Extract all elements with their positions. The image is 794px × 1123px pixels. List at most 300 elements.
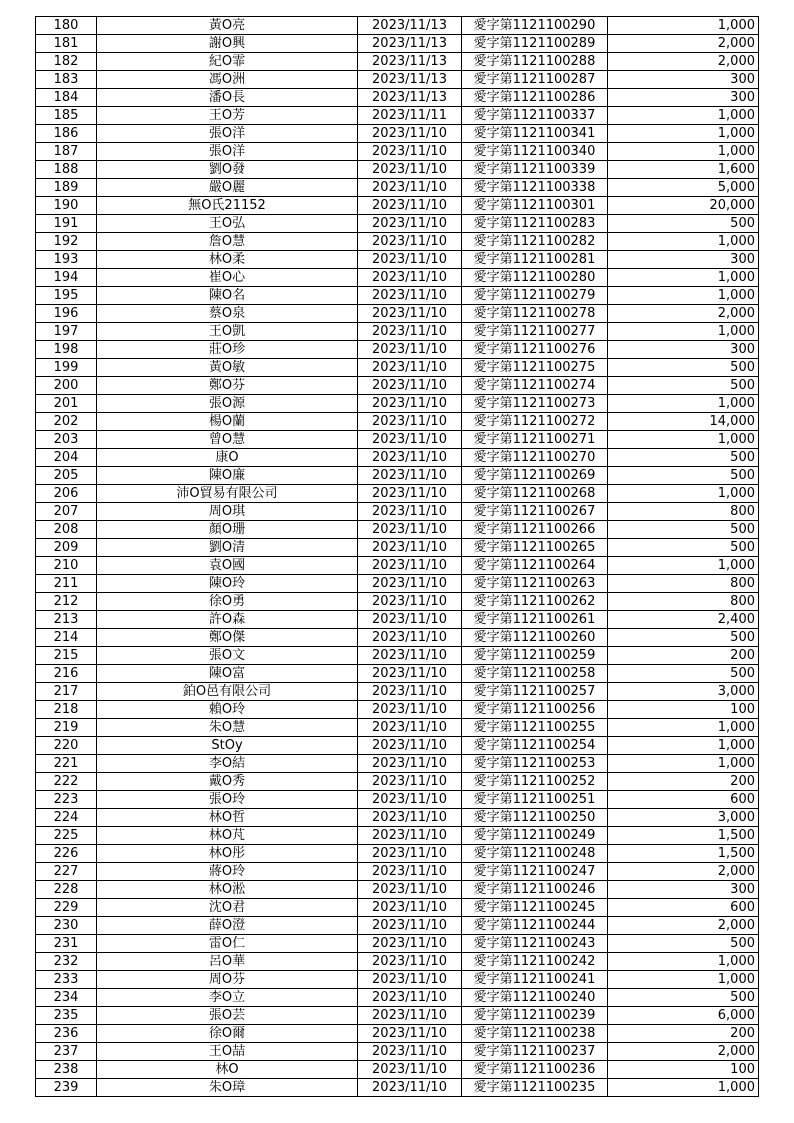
row-number: 217: [36, 683, 97, 701]
receipt-number: 愛字第1121100256: [462, 701, 608, 719]
donation-amount: 1,000: [608, 971, 759, 989]
row-number: 194: [36, 269, 97, 287]
row-number: 220: [36, 737, 97, 755]
donation-date: 2023/11/13: [358, 17, 462, 35]
donor-name: 謝O興: [97, 35, 358, 53]
donor-name: 張O文: [97, 647, 358, 665]
donation-amount: 200: [608, 773, 759, 791]
donor-name: 徐O勇: [97, 593, 358, 611]
donation-date: 2023/11/10: [358, 449, 462, 467]
table-row: [36, 737, 759, 755]
table-row: [36, 449, 759, 467]
donor-name: 張O洋: [97, 143, 358, 161]
donation-amount: 2,000: [608, 53, 759, 71]
row-number: 221: [36, 755, 97, 773]
donation-date: 2023/11/10: [358, 1079, 462, 1097]
table-row: [36, 1061, 759, 1079]
receipt-number: 愛字第1121100260: [462, 629, 608, 647]
receipt-number: 愛字第1121100278: [462, 305, 608, 323]
donor-name: 王O弘: [97, 215, 358, 233]
receipt-number: 愛字第1121100235: [462, 1079, 608, 1097]
table-row: [36, 935, 759, 953]
donor-name: 嚴O麗: [97, 179, 358, 197]
donation-amount: 1,000: [608, 737, 759, 755]
donor-name: 蔡O泉: [97, 305, 358, 323]
row-number: 181: [36, 35, 97, 53]
receipt-number: 愛字第1121100271: [462, 431, 608, 449]
table-row: [36, 557, 759, 575]
donation-amount: 5,000: [608, 179, 759, 197]
donation-amount: 500: [608, 449, 759, 467]
receipt-number: 愛字第1121100286: [462, 89, 608, 107]
table-row: [36, 791, 759, 809]
row-number: 233: [36, 971, 97, 989]
receipt-number: 愛字第1121100255: [462, 719, 608, 737]
receipt-number: 愛字第1121100241: [462, 971, 608, 989]
row-number: 225: [36, 827, 97, 845]
receipt-number: 愛字第1121100281: [462, 251, 608, 269]
donation-date: 2023/11/10: [358, 539, 462, 557]
table-row: [36, 953, 759, 971]
donation-amount: 300: [608, 251, 759, 269]
donation-date: 2023/11/10: [358, 953, 462, 971]
row-number: 236: [36, 1025, 97, 1043]
donation-date: 2023/11/10: [358, 215, 462, 233]
receipt-number: 愛字第1121100266: [462, 521, 608, 539]
donor-name: 林O: [97, 1061, 358, 1079]
receipt-number: 愛字第1121100246: [462, 881, 608, 899]
receipt-number: 愛字第1121100275: [462, 359, 608, 377]
receipt-number: 愛字第1121100290: [462, 17, 608, 35]
receipt-number: 愛字第1121100265: [462, 539, 608, 557]
donor-name: 楊O蘭: [97, 413, 358, 431]
donation-date: 2023/11/10: [358, 557, 462, 575]
row-number: 197: [36, 323, 97, 341]
table-row: [36, 215, 759, 233]
donation-amount: 100: [608, 701, 759, 719]
donation-date: 2023/11/10: [358, 773, 462, 791]
donor-name: 林O彤: [97, 845, 358, 863]
donation-date: 2023/11/10: [358, 737, 462, 755]
table-row: [36, 413, 759, 431]
donation-date: 2023/11/10: [358, 269, 462, 287]
row-number: 232: [36, 953, 97, 971]
donation-date: 2023/11/10: [358, 125, 462, 143]
donor-name: 王O芳: [97, 107, 358, 125]
donation-amount: 800: [608, 575, 759, 593]
donation-date: 2023/11/10: [358, 611, 462, 629]
table-row: [36, 287, 759, 305]
table-row: [36, 593, 759, 611]
table-row: [36, 539, 759, 557]
receipt-number: 愛字第1121100263: [462, 575, 608, 593]
donation-date: 2023/11/13: [358, 35, 462, 53]
table-row: [36, 467, 759, 485]
row-number: 182: [36, 53, 97, 71]
donation-amount: 1,000: [608, 17, 759, 35]
receipt-number: 愛字第1121100264: [462, 557, 608, 575]
table-row: [36, 575, 759, 593]
receipt-number: 愛字第1121100252: [462, 773, 608, 791]
receipt-number: 愛字第1121100277: [462, 323, 608, 341]
table-row: [36, 971, 759, 989]
row-number: 204: [36, 449, 97, 467]
table-row: [36, 647, 759, 665]
receipt-number: 愛字第1121100269: [462, 467, 608, 485]
receipt-number: 愛字第1121100280: [462, 269, 608, 287]
donor-name: 朱O慧: [97, 719, 358, 737]
donor-name: 張O源: [97, 395, 358, 413]
donor-name: StOy: [97, 737, 358, 755]
row-number: 201: [36, 395, 97, 413]
table-row: [36, 251, 759, 269]
donation-date: 2023/11/10: [358, 701, 462, 719]
row-number: 200: [36, 377, 97, 395]
row-number: 202: [36, 413, 97, 431]
donation-amount: 1,000: [608, 719, 759, 737]
table-row: [36, 179, 759, 197]
donor-name: 戴O秀: [97, 773, 358, 791]
donation-date: 2023/11/13: [358, 89, 462, 107]
donor-name: 沛O貿易有限公司: [97, 485, 358, 503]
row-number: 190: [36, 197, 97, 215]
donation-date: 2023/11/10: [358, 233, 462, 251]
table-row: [36, 53, 759, 71]
donation-amount: 1,000: [608, 287, 759, 305]
table-row: [36, 917, 759, 935]
receipt-number: 愛字第1121100253: [462, 755, 608, 773]
table-row: [36, 35, 759, 53]
donation-date: 2023/11/10: [358, 377, 462, 395]
donation-date: 2023/11/10: [358, 359, 462, 377]
donor-name: 顏O珊: [97, 521, 358, 539]
donation-amount: 2,000: [608, 1043, 759, 1061]
table-row: [36, 899, 759, 917]
receipt-number: 愛字第1121100257: [462, 683, 608, 701]
donation-amount: 500: [608, 521, 759, 539]
donation-date: 2023/11/10: [358, 179, 462, 197]
donation-date: 2023/11/10: [358, 647, 462, 665]
donation-date: 2023/11/10: [358, 755, 462, 773]
table-row: [36, 521, 759, 539]
table-row: [36, 359, 759, 377]
row-number: 206: [36, 485, 97, 503]
donation-amount: 1,000: [608, 431, 759, 449]
row-number: 208: [36, 521, 97, 539]
donation-amount: 800: [608, 503, 759, 521]
donation-date: 2023/11/10: [358, 809, 462, 827]
row-number: 183: [36, 71, 97, 89]
row-number: 203: [36, 431, 97, 449]
donation-date: 2023/11/10: [358, 287, 462, 305]
row-number: 211: [36, 575, 97, 593]
row-number: 210: [36, 557, 97, 575]
donor-name: 張O玲: [97, 791, 358, 809]
donation-amount: 300: [608, 341, 759, 359]
receipt-number: 愛字第1121100247: [462, 863, 608, 881]
row-number: 237: [36, 1043, 97, 1061]
donor-name: 朱O璋: [97, 1079, 358, 1097]
donation-amount: 14,000: [608, 413, 759, 431]
receipt-number: 愛字第1121100238: [462, 1025, 608, 1043]
table-row: [36, 377, 759, 395]
donation-amount: 500: [608, 359, 759, 377]
row-number: 227: [36, 863, 97, 881]
table-row: [36, 827, 759, 845]
donor-name: 林O柔: [97, 251, 358, 269]
donation-amount: 200: [608, 1025, 759, 1043]
table-row: [36, 485, 759, 503]
donation-date: 2023/11/10: [358, 629, 462, 647]
table-row: [36, 431, 759, 449]
donor-name: 張O芸: [97, 1007, 358, 1025]
donation-amount: 1,000: [608, 755, 759, 773]
donor-name: 鄭O芬: [97, 377, 358, 395]
donation-date: 2023/11/10: [358, 503, 462, 521]
donation-amount: 1,600: [608, 161, 759, 179]
donation-date: 2023/11/13: [358, 71, 462, 89]
donation-date: 2023/11/10: [358, 845, 462, 863]
donation-date: 2023/11/10: [358, 521, 462, 539]
table-row: [36, 341, 759, 359]
donation-amount: 2,000: [608, 917, 759, 935]
row-number: 218: [36, 701, 97, 719]
donation-date: 2023/11/10: [358, 395, 462, 413]
row-number: 199: [36, 359, 97, 377]
donation-date: 2023/11/10: [358, 323, 462, 341]
row-number: 213: [36, 611, 97, 629]
table-row: [36, 233, 759, 251]
donor-name: 陳O玲: [97, 575, 358, 593]
receipt-number: 愛字第1121100338: [462, 179, 608, 197]
receipt-number: 愛字第1121100243: [462, 935, 608, 953]
receipt-number: 愛字第1121100250: [462, 809, 608, 827]
donation-amount: 500: [608, 467, 759, 485]
receipt-number: 愛字第1121100289: [462, 35, 608, 53]
table-row: [36, 683, 759, 701]
donor-name: 沈O君: [97, 899, 358, 917]
donor-name: 陳O廉: [97, 467, 358, 485]
receipt-number: 愛字第1121100270: [462, 449, 608, 467]
donor-name: 周O琪: [97, 503, 358, 521]
donation-amount: 1,000: [608, 323, 759, 341]
donor-name: 康O: [97, 449, 358, 467]
donor-name: 張O洋: [97, 125, 358, 143]
donor-name: 鉑O邑有限公司: [97, 683, 358, 701]
donor-name: 李O結: [97, 755, 358, 773]
table-row: [36, 809, 759, 827]
row-number: 192: [36, 233, 97, 251]
donation-amount: 600: [608, 899, 759, 917]
donation-date: 2023/11/10: [358, 485, 462, 503]
donation-amount: 600: [608, 791, 759, 809]
table-row: [36, 125, 759, 143]
table-row: [36, 395, 759, 413]
receipt-number: 愛字第1121100240: [462, 989, 608, 1007]
donor-name: 林O淞: [97, 881, 358, 899]
donor-name: 賴O玲: [97, 701, 358, 719]
receipt-number: 愛字第1121100287: [462, 71, 608, 89]
donor-name: 陳O名: [97, 287, 358, 305]
receipt-number: 愛字第1121100267: [462, 503, 608, 521]
donor-name: 蔣O玲: [97, 863, 358, 881]
table-row: [36, 197, 759, 215]
table-row: [36, 881, 759, 899]
receipt-number: 愛字第1121100274: [462, 377, 608, 395]
receipt-number: 愛字第1121100340: [462, 143, 608, 161]
row-number: 212: [36, 593, 97, 611]
donation-date: 2023/11/10: [358, 971, 462, 989]
donation-date: 2023/11/10: [358, 593, 462, 611]
donation-date: 2023/11/10: [358, 161, 462, 179]
donation-date: 2023/11/10: [358, 881, 462, 899]
donation-amount: 1,000: [608, 1079, 759, 1097]
receipt-number: 愛字第1121100254: [462, 737, 608, 755]
donation-date: 2023/11/10: [358, 683, 462, 701]
row-number: 180: [36, 17, 97, 35]
donation-amount: 100: [608, 1061, 759, 1079]
donation-table: [35, 16, 759, 1097]
donor-name: 徐O爾: [97, 1025, 358, 1043]
donor-name: 王O喆: [97, 1043, 358, 1061]
donation-date: 2023/11/10: [358, 791, 462, 809]
table-row: [36, 161, 759, 179]
row-number: 189: [36, 179, 97, 197]
receipt-number: 愛字第1121100339: [462, 161, 608, 179]
donation-amount: 500: [608, 989, 759, 1007]
table-row: [36, 143, 759, 161]
donation-amount: 6,000: [608, 1007, 759, 1025]
donor-name: 黃O亮: [97, 17, 358, 35]
table-row: [36, 269, 759, 287]
row-number: 196: [36, 305, 97, 323]
receipt-number: 愛字第1121100268: [462, 485, 608, 503]
receipt-number: 愛字第1121100245: [462, 899, 608, 917]
table-row: [36, 1079, 759, 1097]
donation-date: 2023/11/10: [358, 1043, 462, 1061]
donation-date: 2023/11/10: [358, 431, 462, 449]
row-number: 187: [36, 143, 97, 161]
donation-amount: 500: [608, 539, 759, 557]
receipt-number: 愛字第1121100236: [462, 1061, 608, 1079]
donation-date: 2023/11/10: [358, 827, 462, 845]
donation-amount: 2,400: [608, 611, 759, 629]
donor-name: 馮O洲: [97, 71, 358, 89]
donation-date: 2023/11/10: [358, 1061, 462, 1079]
row-number: 188: [36, 161, 97, 179]
donation-amount: 1,500: [608, 827, 759, 845]
receipt-number: 愛字第1121100276: [462, 341, 608, 359]
row-number: 216: [36, 665, 97, 683]
donor-name: 劉O發: [97, 161, 358, 179]
table-row: [36, 755, 759, 773]
receipt-number: 愛字第1121100337: [462, 107, 608, 125]
row-number: 214: [36, 629, 97, 647]
donor-name: 許O森: [97, 611, 358, 629]
donor-name: 曾O慧: [97, 431, 358, 449]
table-row: [36, 107, 759, 125]
row-number: 229: [36, 899, 97, 917]
row-number: 198: [36, 341, 97, 359]
donation-amount: 1,500: [608, 845, 759, 863]
donation-date: 2023/11/10: [358, 935, 462, 953]
row-number: 223: [36, 791, 97, 809]
receipt-number: 愛字第1121100239: [462, 1007, 608, 1025]
donation-date: 2023/11/11: [358, 107, 462, 125]
table-row: [36, 773, 759, 791]
donation-amount: 500: [608, 935, 759, 953]
donation-date: 2023/11/10: [358, 1025, 462, 1043]
row-number: 231: [36, 935, 97, 953]
donor-name: 陳O富: [97, 665, 358, 683]
donation-date: 2023/11/10: [358, 665, 462, 683]
row-number: 219: [36, 719, 97, 737]
donor-name: 薛O澄: [97, 917, 358, 935]
receipt-number: 愛字第1121100259: [462, 647, 608, 665]
table-row: [36, 89, 759, 107]
donation-amount: 1,000: [608, 233, 759, 251]
table-row: [36, 17, 759, 35]
row-number: 185: [36, 107, 97, 125]
donor-name: 詹O慧: [97, 233, 358, 251]
donor-name: 呂O華: [97, 953, 358, 971]
row-number: 193: [36, 251, 97, 269]
donation-date: 2023/11/10: [358, 467, 462, 485]
donation-date: 2023/11/10: [358, 413, 462, 431]
receipt-number: 愛字第1121100251: [462, 791, 608, 809]
donor-name: 雷O仁: [97, 935, 358, 953]
donation-amount: 1,000: [608, 395, 759, 413]
donation-amount: 800: [608, 593, 759, 611]
donation-date: 2023/11/10: [358, 719, 462, 737]
row-number: 215: [36, 647, 97, 665]
table-row: [36, 1043, 759, 1061]
table-row: [36, 611, 759, 629]
donation-date: 2023/11/10: [358, 575, 462, 593]
donation-amount: 1,000: [608, 107, 759, 125]
donation-amount: 300: [608, 89, 759, 107]
donation-amount: 200: [608, 647, 759, 665]
row-number: 207: [36, 503, 97, 521]
donor-name: 莊O珍: [97, 341, 358, 359]
table-row: [36, 1025, 759, 1043]
row-number: 226: [36, 845, 97, 863]
donor-name: 林O哲: [97, 809, 358, 827]
donation-date: 2023/11/10: [358, 143, 462, 161]
table-row: [36, 863, 759, 881]
donor-name: 周O芬: [97, 971, 358, 989]
donation-table-body: [36, 17, 759, 1097]
donation-amount: 1,000: [608, 953, 759, 971]
receipt-number: 愛字第1121100301: [462, 197, 608, 215]
donor-name: 林O芃: [97, 827, 358, 845]
row-number: 195: [36, 287, 97, 305]
donation-date: 2023/11/13: [358, 53, 462, 71]
donor-name: 無O氏21152: [97, 197, 358, 215]
table-row: [36, 629, 759, 647]
donor-name: 鄭O傑: [97, 629, 358, 647]
table-row: [36, 665, 759, 683]
table-row: [36, 845, 759, 863]
receipt-number: 愛字第1121100272: [462, 413, 608, 431]
row-number: 222: [36, 773, 97, 791]
donation-date: 2023/11/10: [358, 989, 462, 1007]
table-row: [36, 989, 759, 1007]
receipt-number: 愛字第1121100282: [462, 233, 608, 251]
donation-amount: 1,000: [608, 485, 759, 503]
donation-date: 2023/11/10: [358, 917, 462, 935]
donation-date: 2023/11/10: [358, 197, 462, 215]
